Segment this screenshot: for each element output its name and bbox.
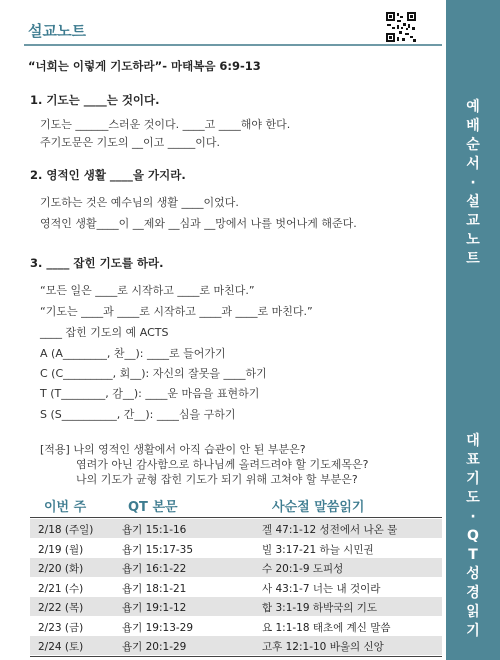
lent-reading-cell: 수 20:1-9 도피성	[262, 563, 344, 575]
table-row	[30, 519, 442, 538]
acts-thanksgiving: T (T________, 감__): ____운 마음을 표현하기	[40, 387, 260, 400]
date-cell: 2/19 (월)	[38, 543, 84, 556]
side-char: 경	[466, 585, 480, 601]
section-3-line-2: “기도는 ____과 ____로 시작하고 ____과 ____로 마친다.”	[40, 305, 313, 318]
header-divider	[24, 44, 442, 46]
qr-code-icon	[385, 11, 417, 43]
qt-passage-cell: 욥기 19:1-12	[122, 602, 187, 614]
date-cell: 2/18 (주일)	[38, 524, 94, 536]
qt-passage-cell: 욥기 20:1-29	[122, 641, 187, 653]
side-char: 표	[466, 452, 480, 468]
section-2-line-2: 영적인 생활____이 __제와 __심과 __망에서 나를 벗어나게 해준다.	[40, 217, 357, 230]
side-char: ·	[470, 509, 476, 525]
page-title: 설교노트	[28, 22, 86, 40]
section-1-line-2: 주기도문은 기도의 __이고 _____이다.	[40, 136, 220, 149]
table-row	[30, 636, 442, 655]
qt-passage-cell: 욥기 19:13-29	[122, 621, 194, 634]
scripture-reference: “너희는 이렇게 기도하라”- 마태복음 6:9-13	[28, 59, 261, 73]
lent-reading-cell: 빌 3:17-21 하늘 시민권	[262, 543, 374, 556]
side-banner	[446, 0, 500, 660]
side-char: 도	[466, 490, 480, 506]
acts-adoration: A (A________, 찬__): ____로 들어가기	[40, 347, 226, 360]
qt-passage-cell: 욥기 18:1-21	[122, 582, 187, 595]
table-row	[30, 558, 442, 577]
date-cell: 2/21 (수)	[38, 582, 84, 595]
side-char: ·	[470, 175, 476, 191]
section-3-line-1: “모든 일은 ____로 시작하고 ____로 마친다.”	[40, 284, 255, 297]
apply-line-2: 염려가 아닌 감사함으로 하나님께 올려드려야 할 기도제목은?	[76, 458, 369, 471]
section-1-line-1: 기도는 ______스러운 것이다. ____고 ____해야 한다.	[40, 118, 291, 131]
table-header-qt: QT 본문	[128, 500, 178, 515]
section-2-line-1: 기도하는 것은 예수님의 생활 ____이었다.	[40, 196, 239, 209]
section-heading-2: 2. 영적인 생활 ____을 가지라.	[30, 168, 186, 182]
table-bottom-rule	[30, 656, 442, 657]
qt-passage-cell: 욥기 15:1-16	[122, 524, 187, 536]
lent-reading-cell: 합 3:1-19 하박국의 기도	[262, 602, 378, 614]
date-cell: 2/20 (화)	[38, 563, 84, 575]
table-top-rule	[30, 517, 442, 518]
table-row	[30, 597, 442, 616]
table-header-lent: 사순절 말씀읽기	[272, 500, 365, 515]
table-row	[30, 539, 442, 558]
side-char: 기	[466, 623, 480, 639]
side-char: 순	[466, 137, 480, 153]
side-char: 서	[466, 156, 480, 172]
date-cell: 2/24 (토)	[38, 641, 84, 653]
side-label-worship	[446, 98, 500, 269]
lent-reading-cell: 고후 12:1-10 바울의 신앙	[262, 641, 384, 653]
side-char: Q	[467, 528, 479, 544]
side-char: 기	[466, 471, 480, 487]
apply-line-1: [적용] 나의 영적인 생활에서 아직 습관이 안 된 부분은?	[40, 443, 306, 456]
lent-reading-cell: 겔 47:1-12 성전에서 나온 물	[262, 524, 398, 536]
acts-confession: C (C_________, 회__): 자신의 잘못을 ____하기	[40, 367, 267, 380]
side-char: T	[468, 547, 478, 563]
acts-supplication: S (S__________, 간__): ____심을 구하기	[40, 408, 236, 421]
table-header-week: 이번 주	[44, 500, 87, 515]
date-cell: 2/22 (목)	[38, 602, 84, 614]
side-char: 배	[466, 118, 480, 134]
table-row	[30, 578, 442, 597]
side-char: 설	[466, 194, 480, 210]
date-cell: 2/23 (금)	[38, 621, 84, 634]
side-char: 교	[466, 213, 480, 229]
lent-reading-cell: 요 1:1-18 태초에 계신 말씀	[262, 621, 391, 634]
section-3-line-3: ____ 잡힌 기도의 예 ACTS	[40, 326, 169, 339]
side-char: 성	[466, 566, 480, 582]
table-row	[30, 617, 442, 636]
side-char: 트	[466, 251, 480, 267]
apply-line-3: 나의 기도가 균형 잡힌 기도가 되기 위해 고쳐야 할 부분은?	[76, 473, 358, 486]
lent-reading-cell: 사 43:1-7 너는 내 것이라	[262, 582, 381, 595]
qt-passage-cell: 욥기 16:1-22	[122, 563, 187, 575]
side-char: 읽	[466, 604, 480, 620]
side-char: 예	[466, 99, 480, 115]
side-label-prayer-qt	[446, 432, 500, 641]
side-char: 노	[466, 232, 480, 248]
side-char: 대	[466, 433, 480, 449]
section-heading-3: 3. ____ 잡힌 기도를 하라.	[30, 256, 164, 270]
section-heading-1: 1. 기도는 ____는 것이다.	[30, 93, 160, 107]
qt-passage-cell: 욥기 15:17-35	[122, 543, 194, 556]
